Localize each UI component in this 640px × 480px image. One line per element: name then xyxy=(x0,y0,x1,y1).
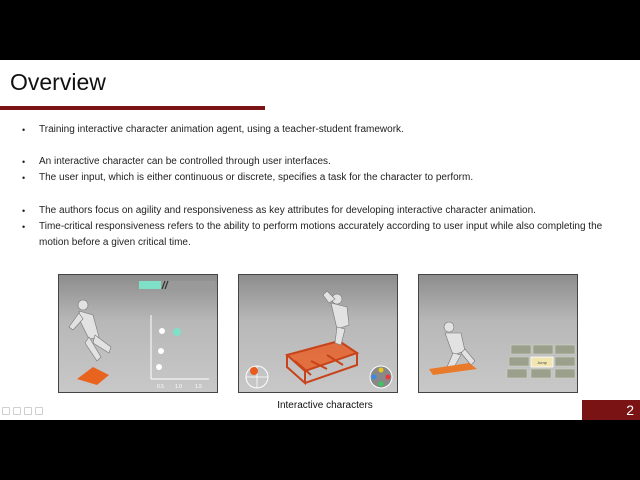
bullet-list xyxy=(22,122,622,251)
axis-tick: 1.0 xyxy=(175,384,182,390)
menu-icon[interactable] xyxy=(35,407,43,415)
title-underline xyxy=(0,106,265,110)
slide xyxy=(0,60,640,420)
obstacle-box xyxy=(287,341,357,383)
bullet-item: • Training interactive character animation agent, using a teacher-student framework. xyxy=(22,122,622,138)
panel-2-scene xyxy=(239,275,397,392)
page-number: 2 xyxy=(582,400,640,420)
character-panel-2 xyxy=(238,274,398,393)
pen-icon[interactable] xyxy=(24,407,32,415)
selected-action-label: Jump xyxy=(537,360,547,365)
gamepad-button-icon xyxy=(379,368,384,373)
pose-icon xyxy=(156,364,162,370)
pose-icon xyxy=(159,328,165,334)
presentation-toolbar[interactable] xyxy=(2,407,58,415)
next-slide-icon[interactable] xyxy=(13,407,21,415)
panel-3-scene xyxy=(419,275,577,392)
bullet-item: • The user input, which is either continuous or discrete, specifies a task for the character to perform. xyxy=(22,170,622,186)
joystick-knob xyxy=(250,367,258,375)
axis-tick: 1.5 xyxy=(195,384,202,390)
pose-icon xyxy=(158,348,164,354)
direction-arrow xyxy=(77,367,109,385)
bullet-item: • Time-critical responsiveness refers to the ability to perform motions accurately according to user input while also completing the motion before a given critical time. xyxy=(22,219,622,251)
character-panel-3 xyxy=(418,274,578,393)
character-figure xyxy=(444,322,475,369)
character-figure xyxy=(323,291,349,345)
panel-1-scene xyxy=(59,275,217,392)
figure-caption: Interactive characters xyxy=(277,400,373,411)
character-figure xyxy=(69,300,111,361)
bullet-item: • An interactive character can be controlled through user interfaces. xyxy=(22,154,622,170)
progress-fill xyxy=(139,281,161,289)
character-panel-1 xyxy=(58,274,218,393)
axis-tick: 0.5 xyxy=(157,384,164,390)
target-marker xyxy=(173,328,181,336)
slide-title: Overview xyxy=(10,69,106,95)
bullet-item: • The authors focus on agility and responsiveness as key attributes for developing interactive character animation. xyxy=(22,203,622,219)
gamepad-button-icon xyxy=(372,375,377,380)
gamepad-button-icon xyxy=(379,382,384,387)
gamepad-button-icon xyxy=(386,375,391,380)
prev-slide-icon[interactable] xyxy=(2,407,10,415)
